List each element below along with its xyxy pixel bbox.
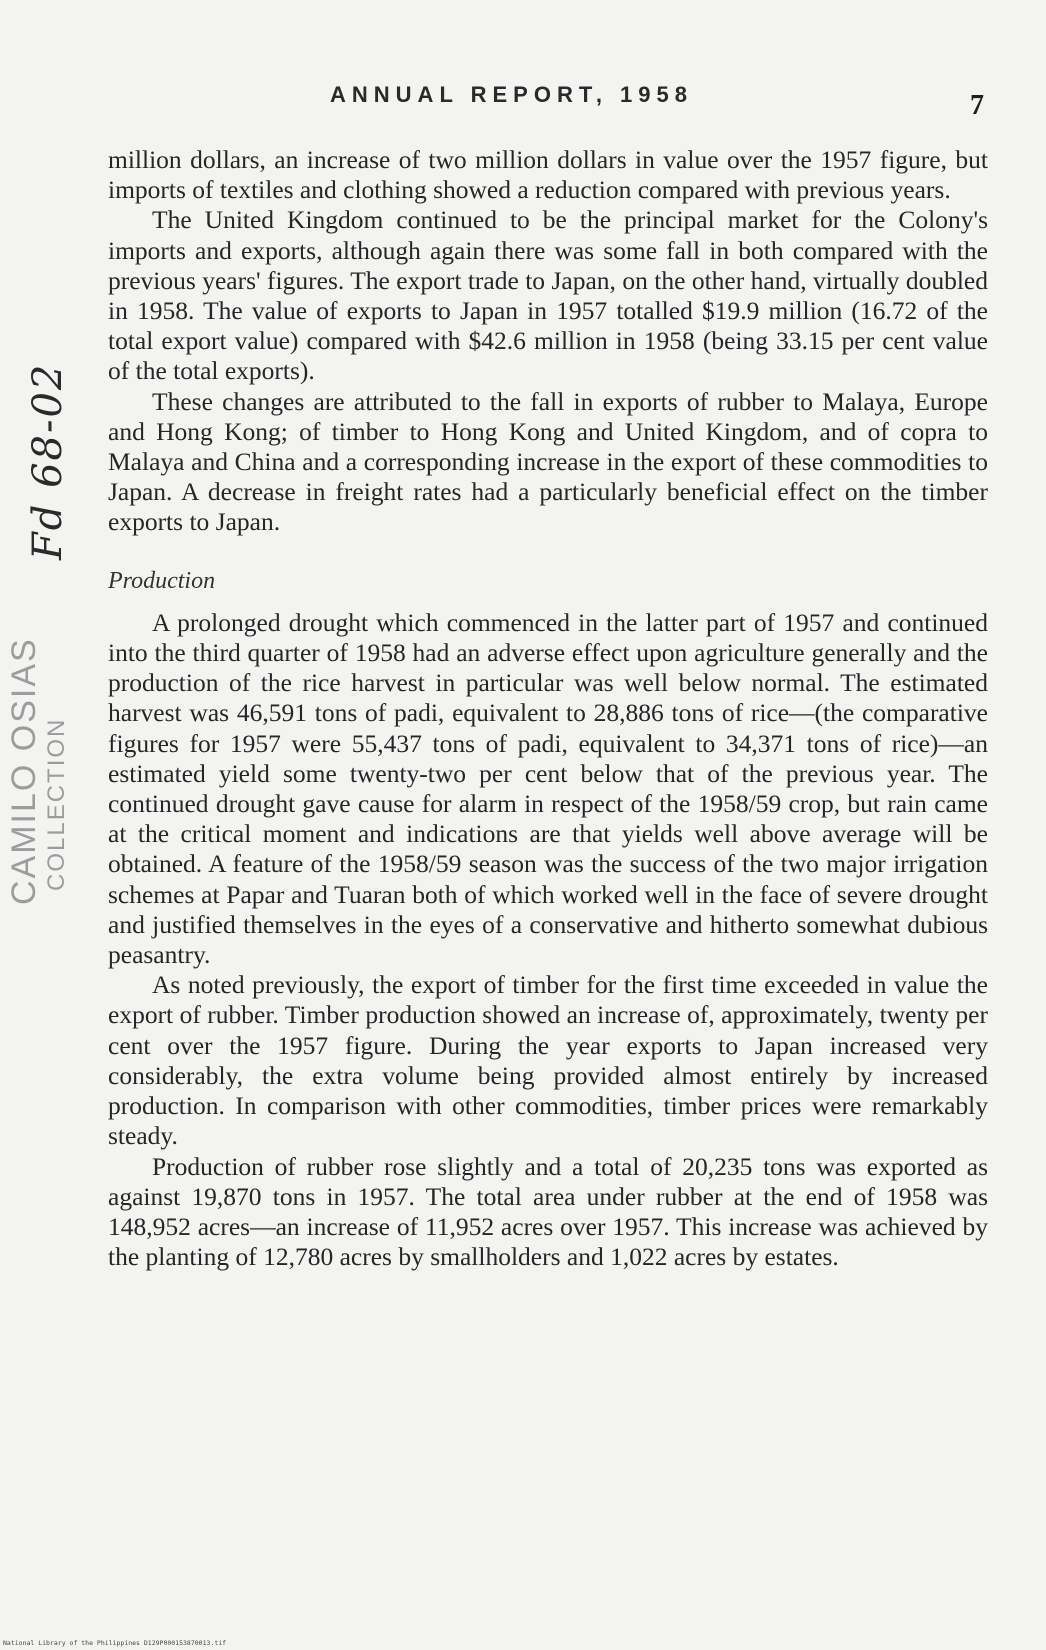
- paragraph-drought-rice: A prolonged drought which commenced in the latter part of 1957 and continued into the third quarter of 1958 had an adverse effect upon agriculture generally and the production of the rice harvest in particular was well below normal. The estimated harvest was 46,591 tons of padi, equivalent to 28,886 tons of rice—(the comparative figures for 1957 were 55,437 tons of padi, equivalent to 34,371 tons of rice)—an estimated yield some twenty-two per cent below that of the previous year. The continued drought gave cause for alarm in respect of the 1958/59 crop, but rain came at the critical moment and indications are that yields well above average will be obtained. A feature of the 1958/59 season was the success of the two major irrigation schemes at Papar and Tuaran both of which worked well in the face of severe drought and justified themselves in the eyes of a conservative and hitherto somewhat dubious peasantry.: [108, 607, 988, 970]
- section-heading-production: Production: [108, 567, 216, 594]
- paragraph-rubber: Production of rubber rose slightly and a total of 20,235 tons was exported as against 19,870 tons in 1957. The total area under rubber at the end of 1958 was 148,952 acres—an increase of 11,952 acres over 1957. This increase was achieved by the planting of 12,780 acres by smallholders and 1,022 acres by estates.: [108, 1151, 988, 1272]
- paragraph-continuation: million dollars, an increase of two million dollars in value over the 1957 figure, but imports of textiles and clothing showed a reduction compared with previous years.: [108, 145, 988, 205]
- paragraph-uk-market: The United Kingdom continued to be the principal market for the Colony's imports and exports, although again there was some fall in both compared with the previous years' figures. The export trade to Japan, on the other hand, virtually doubled in 1958. The value of exports to Japan in 1957 totalled $19.9 million (16.72 of the total export value) compared with $42.6 million in 1958 (being 33.15 per cent value of the total exports).: [108, 205, 988, 386]
- handwritten-catalog-note: Fd 68-02: [25, 362, 71, 560]
- stamp-collector-name: CAMILO OSIAS: [5, 637, 43, 905]
- report-body: [108, 145, 988, 1272]
- scan-footer-note: National Library of the Philippines D129P000153870013.tif: [3, 1639, 227, 1647]
- paragraph-timber: As noted previously, the export of timber for the first time exceeded in value the export of rubber. Timber production showed an increase of, approximately, twenty per cent over the 1957 figure. During the year exports to Japan increased very considerably, the extra volume being provided almost entirely by increased production. In comparison with other commodities, timber prices were remarkably steady.: [108, 970, 988, 1151]
- page-number: 7: [970, 90, 984, 121]
- running-header: ANNUAL REPORT, 1958: [330, 82, 693, 107]
- collection-stamp: [5, 637, 71, 905]
- paragraph-export-changes: These changes are attributed to the fall in exports of rubber to Malaya, Europe and Hong Kong; of timber to Hong Kong and United Kingdom, and of copra to Malaya and China and a corresponding increase in the export of these commodities to Japan. A decrease in freight rates had a particularly beneficial effect on the timber exports to Japan.: [108, 386, 988, 537]
- stamp-collection-label: COLLECTION: [43, 717, 70, 891]
